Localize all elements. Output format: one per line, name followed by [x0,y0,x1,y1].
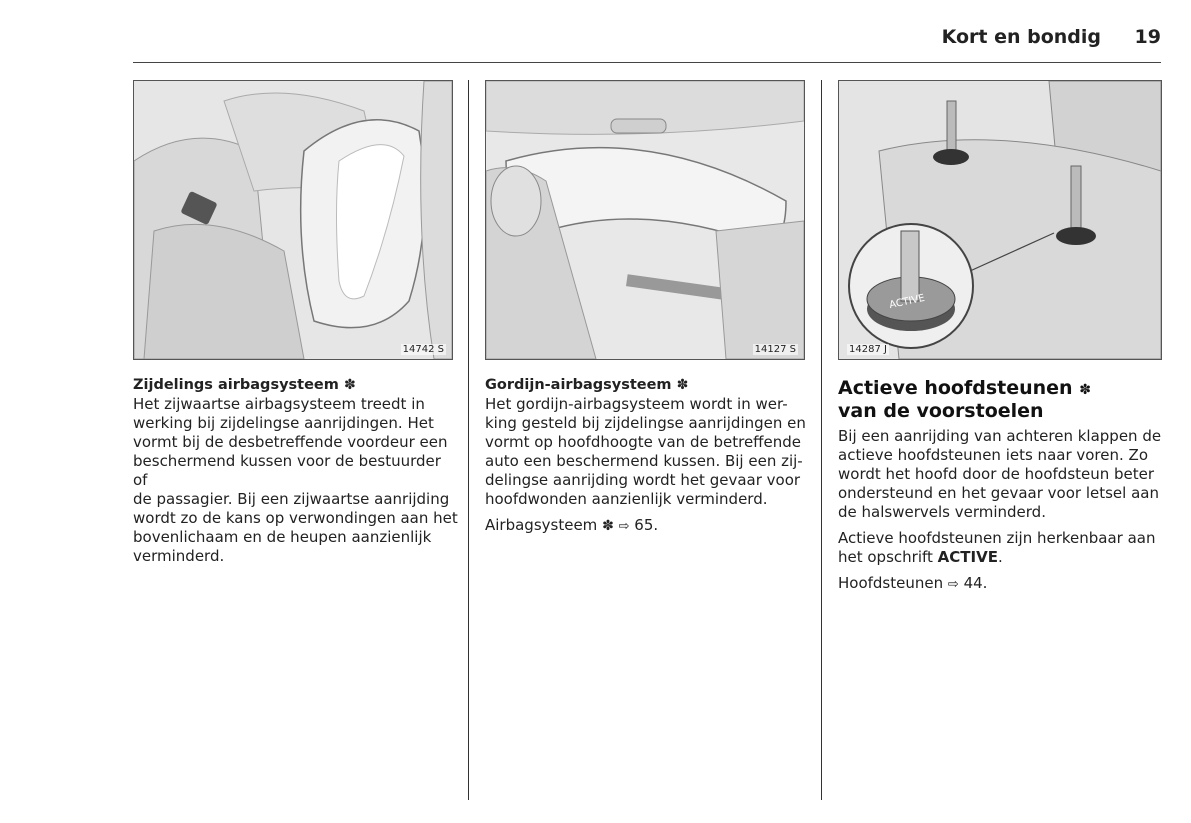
column-side-airbag [133,376,458,566]
page-reference: 65. [634,516,659,534]
column-divider-1 [468,80,469,800]
side-airbag-illustration [134,81,452,359]
arrow-right-icon: ⇨ [947,577,959,592]
active-headrest-illustration [839,81,1161,359]
body-text: Het zijwaartse airbagsysteem treedt in werking bij zijdelingse aanrijdingen. Het vormt bij de desbetreffende voordeur een beschermend kussen voor de bestuurder of de passagier. Bij een zijwaartse aanrijding wordt zo de kans op verwondingen aan het bovenlichaam en de heupen aanzienlijk verminderd. [133,395,458,565]
page-reference: 44. [963,574,988,592]
active-keyword: ACTIVE [937,548,998,566]
column-curtain-airbag [485,376,810,536]
arrow-right-icon: ⇨ [618,519,630,534]
active-label: ACTIVE [888,292,926,312]
body-text: Het gordijn-airbagsysteem wordt in wer- king gesteld bij zijdelingse aanrijdingen en vormt op hoofdhoogte van de betreffende auto een beschermend kussen. Bij een zij- delingse aanrijding wordt het gevaar voor hoofdwonden aanzienlijk verminderd. [485,395,806,508]
figure-code: 14742 S [402,344,444,355]
section-title: Actieve hoofdsteunen ✽ van de voorstoelen [838,377,1091,422]
airbag-symbol-icon: ✽ [343,377,356,393]
section-heading: Gordijn-airbagsysteem ✽ [485,377,689,393]
body-text: Bij een aanrijding van achteren klappen de actieve hoofdsteunen iets naar voren. Zo wordt het hoofd door de hoofdsteun beter ondersteund en het gevaar voor letsel aan de halswervels verminderd. [838,427,1162,521]
cross-reference[interactable]: Hoofdsteunen ⇨ 44. [838,574,988,592]
figure-curtain-airbag [485,80,805,360]
body-text-2: Actieve hoofdsteunen zijn herkenbaar aan het opschrift ACTIVE. [838,529,1156,566]
figure-active-headrests [838,80,1162,360]
airbag-symbol-icon: ✽ [602,518,614,534]
column-divider-2 [821,80,822,800]
section-heading: Zijdelings airbagsysteem ✽ [133,377,356,393]
page-header-title: Kort en bondig [941,26,1101,48]
figure-side-airbag [133,80,453,360]
page-number: 19 [1134,26,1161,48]
airbag-symbol-icon: ✽ [676,377,689,393]
airbag-symbol-icon: ✽ [1079,382,1091,398]
figure-code: 14287 J [849,344,887,355]
column-active-headrests [838,378,1163,594]
cross-reference[interactable]: Airbagsysteem ✽ ⇨ 65. [485,516,659,534]
figure-code: 14127 S [754,344,796,355]
header-rule [133,62,1161,63]
curtain-airbag-illustration [486,81,804,359]
